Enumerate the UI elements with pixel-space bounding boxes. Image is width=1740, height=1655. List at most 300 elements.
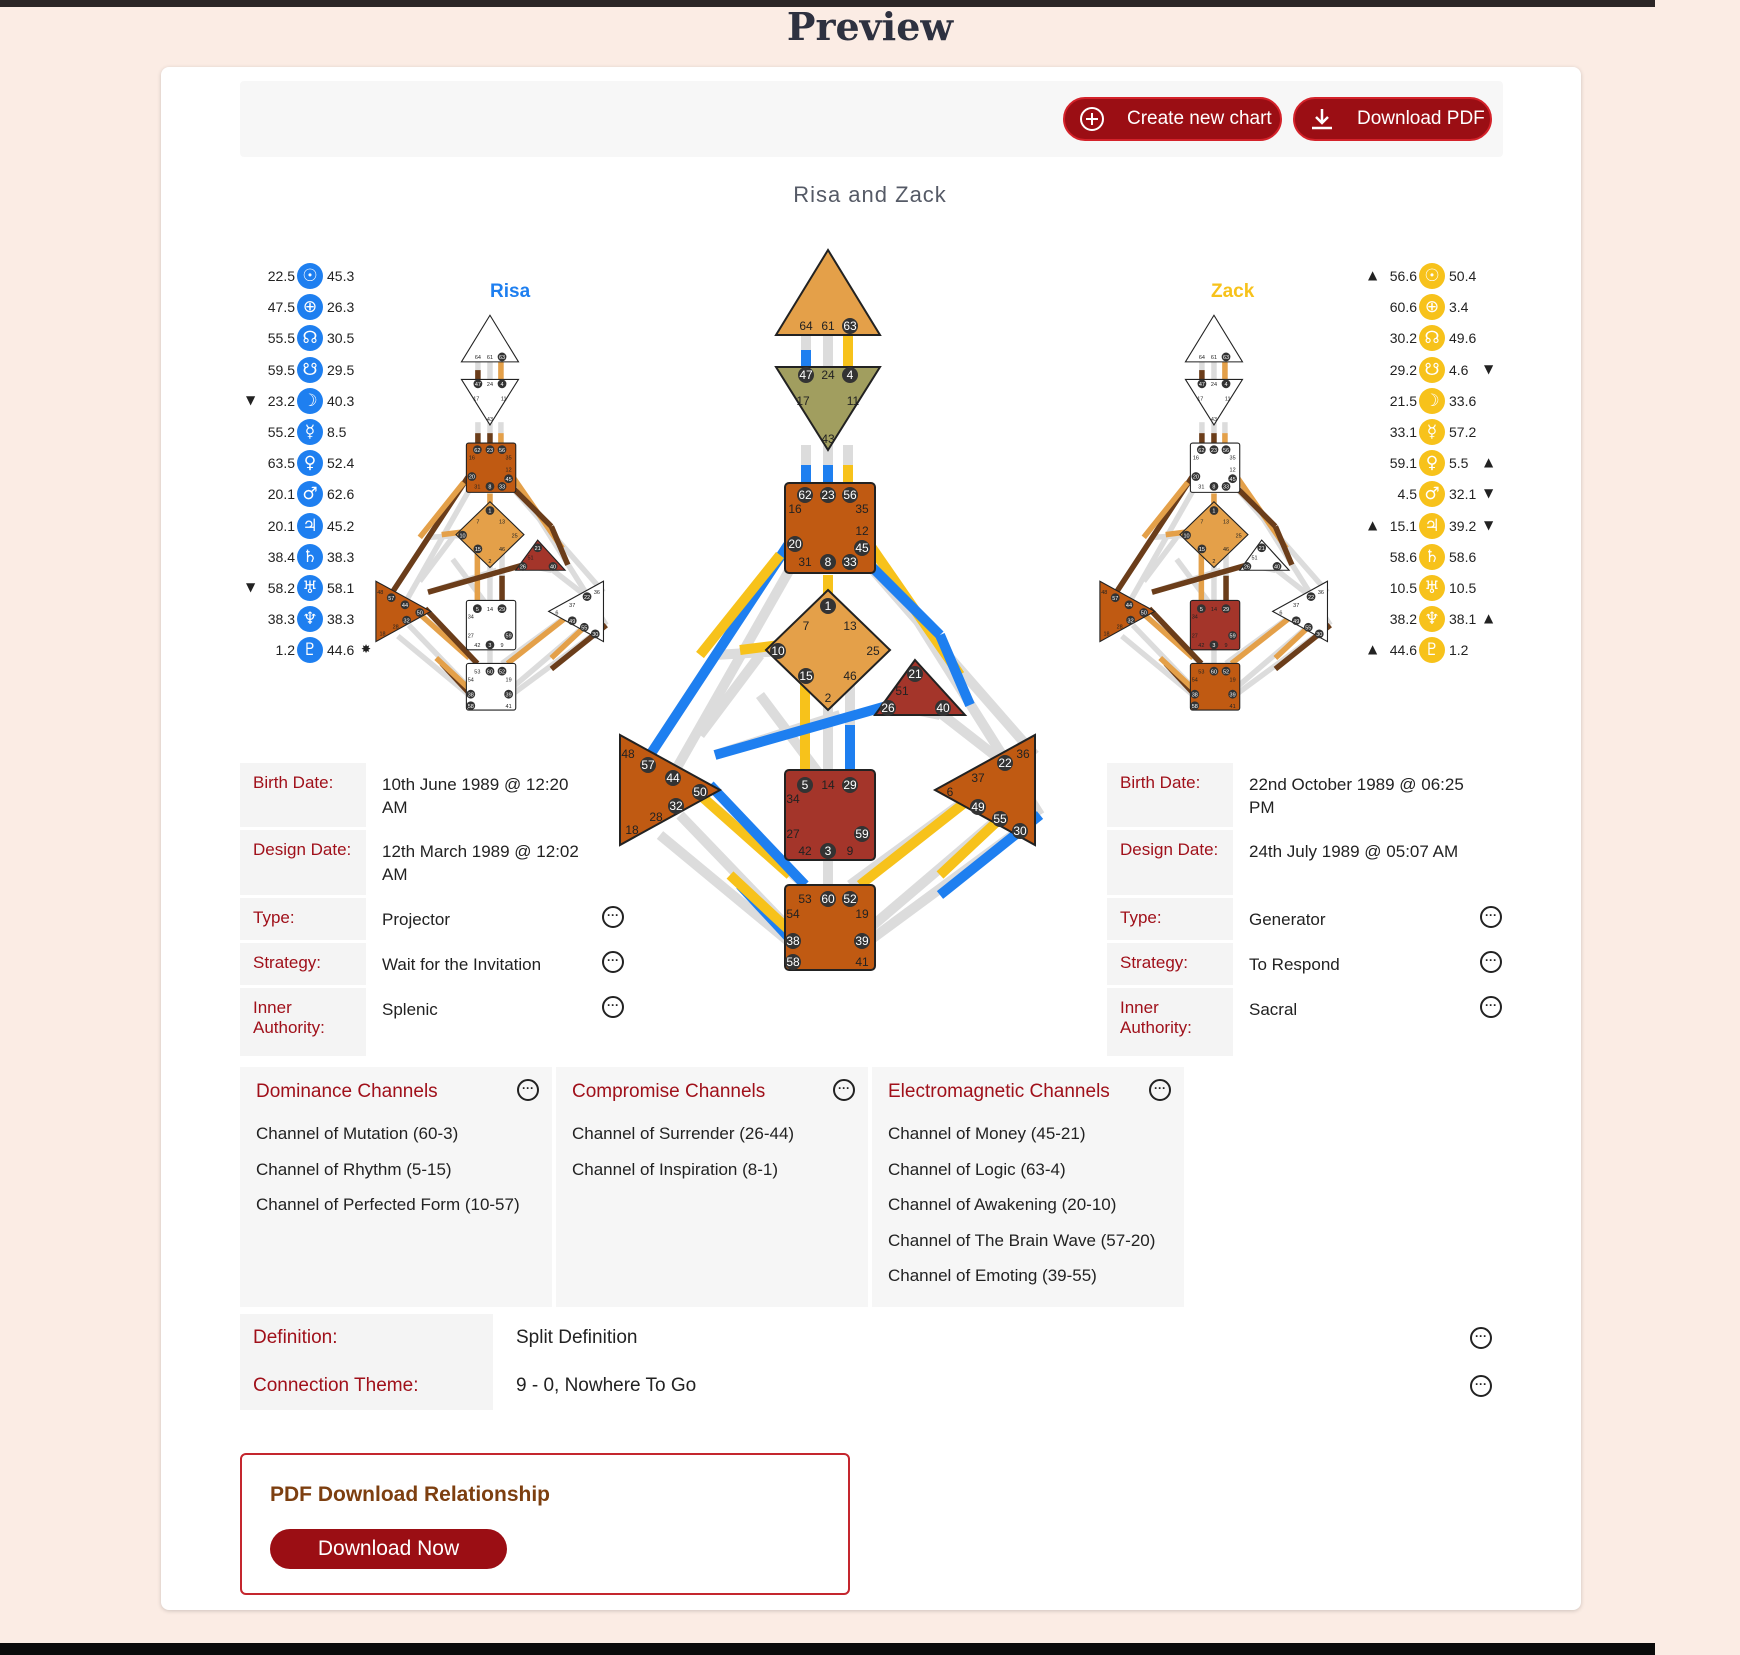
activation-mark-icon: ▲ <box>1484 455 1494 470</box>
gate-number: 60 <box>821 892 835 906</box>
gate-number: 57 <box>641 758 655 772</box>
jupiter-icon: ♃ <box>297 513 323 539</box>
uranus-icon: ♅ <box>1419 575 1445 601</box>
gate-number: 1 <box>488 508 492 515</box>
connection-theme-value: 9 - 0, Nowhere To Go <box>516 1375 697 1396</box>
risa-personality-value: 40.3 <box>327 392 355 409</box>
gate-number: 58 <box>467 703 474 710</box>
gate-number: 50 <box>416 610 423 617</box>
zack-design-value: 4.5 <box>1397 486 1417 503</box>
gate-number: 58 <box>786 955 800 969</box>
gate-number: 51 <box>895 684 909 698</box>
gate-number: 41 <box>505 703 512 710</box>
gate-number: 31 <box>798 555 812 569</box>
zack-design-value: 58.6 <box>1389 548 1417 565</box>
earth-icon: ⊕ <box>297 294 323 320</box>
gate-number: 16 <box>788 502 802 516</box>
gate-number: 43 <box>821 432 835 446</box>
channel-item: Channel of Inspiration (8-1) <box>572 1159 779 1179</box>
risa-design-value: 23.2 <box>267 392 295 409</box>
gate-number: 25 <box>1235 533 1242 540</box>
gate-number: 47 <box>1198 382 1205 388</box>
gate-number: 29 <box>843 778 857 792</box>
gate-number: 12 <box>1229 467 1236 474</box>
risa-design-value: 58.2 <box>267 580 295 596</box>
channel-group <box>240 1067 552 1307</box>
risa-personality-value: 29.5 <box>327 361 355 378</box>
gate-number: 48 <box>621 747 635 761</box>
definition-more-icon[interactable]: ··· <box>1470 1327 1492 1349</box>
zack-personality-value: 58.6 <box>1449 548 1477 565</box>
page-title: Preview <box>786 4 954 49</box>
zack-design-value: 15.1 <box>1389 517 1417 534</box>
risa-design-value: 55.5 <box>267 330 295 347</box>
gate-number: 27 <box>1191 633 1198 640</box>
gate-number: 27 <box>786 827 800 841</box>
gate-number: 62 <box>798 488 812 502</box>
gate-number: 19 <box>1229 677 1236 684</box>
gate-number: 35 <box>1229 455 1236 462</box>
zack-detail-label: Strategy: <box>1107 943 1233 985</box>
risa-detail-label: Strategy: <box>240 943 366 985</box>
zack-design-value: 10.5 <box>1389 580 1417 596</box>
saturn-icon: ♄ <box>297 544 323 570</box>
zack-personality-value: 32.1 <box>1449 486 1477 503</box>
risa-design-value: 55.2 <box>267 424 295 440</box>
activation-mark-icon: ▲ <box>1368 642 1378 657</box>
activation-mark-icon: ▼ <box>246 580 256 594</box>
gate-number: 55 <box>993 812 1007 826</box>
gate-number: 36 <box>1016 747 1030 761</box>
risa-design-value: 38.3 <box>267 611 295 628</box>
zack-detail-more-icon[interactable]: ··· <box>1480 951 1502 973</box>
channel-item: Channel of The Brain Wave (57-20) <box>888 1230 1156 1250</box>
gate-number: 35 <box>855 502 869 516</box>
gate-number: 11 <box>846 394 860 408</box>
zack-design-value: 60.6 <box>1389 299 1417 316</box>
gate-number: 3 <box>488 643 492 650</box>
pdf-download-box <box>240 1453 850 1595</box>
gate-number: 5 <box>801 778 809 792</box>
gate-number: 5 <box>475 606 479 613</box>
gate-number: 63 <box>1222 355 1230 362</box>
venus-icon: ♀ <box>297 450 323 476</box>
download-now-button[interactable]: Download Now <box>270 1529 507 1569</box>
zack-design-value: 56.6 <box>1389 268 1417 284</box>
download-pdf-label: Download PDF <box>1357 108 1485 129</box>
gate-number: 51 <box>1251 555 1258 562</box>
gate-number: 13 <box>843 619 857 633</box>
gate-number: 61 <box>1210 355 1218 362</box>
zack-detail-more-icon[interactable]: ··· <box>1480 996 1502 1018</box>
gate-number: 47 <box>474 382 481 388</box>
zack-design-value: 38.2 <box>1389 611 1417 628</box>
gate-number: 40 <box>549 564 557 571</box>
gate-number: 4 <box>1224 382 1228 388</box>
zack-detail-value: To Respond <box>1249 955 1340 974</box>
gate-number: 20 <box>1192 474 1199 481</box>
gate-number: 6 <box>1279 610 1283 617</box>
zack-bodygraph <box>1101 318 1367 743</box>
gate-number: 49 <box>569 618 576 625</box>
zack-detail-label: Birth Date: <box>1107 763 1233 827</box>
gate-number: 25 <box>866 644 880 658</box>
zack-personality-value: 5.5 <box>1449 455 1469 472</box>
gate-number: 40 <box>936 701 950 715</box>
gate-number: 14 <box>821 778 835 792</box>
saturn-icon: ♄ <box>1419 544 1445 570</box>
risa-design-value: 63.5 <box>267 455 295 472</box>
gate-number: 17 <box>473 396 480 403</box>
zack-personality-value: 1.2 <box>1449 642 1469 659</box>
gate-number: 14 <box>486 606 494 613</box>
channel-item: Channel of Rhythm (5-15) <box>256 1159 452 1179</box>
connection-theme-row <box>240 1362 1503 1410</box>
zack-detail-value: Generator <box>1249 910 1326 929</box>
channel-item: Channel of Surrender (26-44) <box>572 1124 795 1143</box>
mercury-icon: ☿ <box>1419 419 1445 445</box>
gate-number: 20 <box>468 474 475 481</box>
gate-number: 36 <box>593 589 600 596</box>
gate-number: 60 <box>1210 669 1218 676</box>
gate-number: 60 <box>486 669 494 676</box>
gate-number: 39 <box>505 692 512 699</box>
south-node-icon: ☋ <box>297 357 323 383</box>
gate-number: 63 <box>843 319 857 333</box>
zack-personality-value: 49.6 <box>1449 330 1477 347</box>
moon-icon: ☽ <box>1419 388 1445 414</box>
gate-number: 63 <box>498 355 506 362</box>
channel-group-more-icon[interactable]: ··· <box>517 1079 539 1101</box>
gate-number: 21 <box>1258 545 1265 552</box>
gate-number: 12 <box>505 467 512 474</box>
north-node-icon: ☊ <box>1419 325 1445 351</box>
activation-mark-icon: ▼ <box>246 392 256 407</box>
risa-personality-value: 45.2 <box>327 517 355 534</box>
gate-number: 45 <box>505 476 512 483</box>
gate-number: 32 <box>669 799 683 813</box>
gate-number: 45 <box>1229 476 1236 483</box>
gate-number: 52 <box>843 892 857 906</box>
risa-detail-value: 12th March 1989 @ 12:02 AM <box>382 842 579 884</box>
gate-number: 47 <box>799 368 813 382</box>
risa-personality-value: 8.5 <box>327 424 347 440</box>
gate-number: 20 <box>788 537 802 551</box>
zack-design-value: 29.2 <box>1389 361 1417 378</box>
risa-design-value: 1.2 <box>275 642 295 659</box>
mercury-icon: ☿ <box>297 419 323 445</box>
gate-number: 4 <box>846 368 854 382</box>
channel-item: Channel of Emoting (39-55) <box>888 1266 1097 1285</box>
gate-number: 61 <box>486 355 494 362</box>
gate-number: 39 <box>855 934 869 948</box>
risa-detail-label: Inner Authority: <box>240 988 366 1056</box>
gate-number: 35 <box>505 455 512 462</box>
gate-number: 28 <box>1116 624 1123 631</box>
gate-number: 32 <box>1127 618 1134 625</box>
risa-personality-value: 30.5 <box>327 330 355 347</box>
gate-number: 46 <box>1222 547 1230 554</box>
risa-detail-value: Splenic <box>382 1000 438 1019</box>
risa-personality-value: 58.1 <box>327 580 355 596</box>
gate-number: 53 <box>798 892 812 906</box>
gate-number: 61 <box>821 319 835 333</box>
channel-group-more-icon[interactable]: ··· <box>833 1079 855 1101</box>
gate-number: 9 <box>1224 643 1228 650</box>
gate-number: 37 <box>569 603 576 609</box>
uranus-icon: ♅ <box>297 575 323 601</box>
zack-personality-value: 10.5 <box>1449 580 1477 596</box>
gate-number: 22 <box>1307 594 1315 601</box>
gate-number: 8 <box>824 555 832 569</box>
gate-number: 2 <box>488 559 492 566</box>
pdf-box-title: PDF Download Relationship <box>270 1483 551 1506</box>
gate-number: 33 <box>498 484 506 491</box>
gate-number: 30 <box>592 632 599 639</box>
gate-number: 51 <box>527 555 534 562</box>
zack-design-value: 30.2 <box>1389 330 1417 347</box>
gate-number: 37 <box>1293 603 1300 609</box>
gate-number: 52 <box>498 669 506 676</box>
risa-bodygraph <box>377 318 643 743</box>
zack-personality-value: 50.4 <box>1449 268 1477 284</box>
risa-design-value: 20.1 <box>267 517 295 534</box>
gate-number: 38 <box>786 934 800 948</box>
channel-group-more-icon[interactable]: ··· <box>1149 1079 1171 1101</box>
mars-icon: ♂ <box>297 481 323 507</box>
gate-number: 59 <box>1229 633 1236 640</box>
gate-number: 33 <box>1222 484 1230 491</box>
gate-number: 12 <box>855 524 869 538</box>
connection-theme-more-icon[interactable]: ··· <box>1470 1375 1492 1397</box>
gate-number: 22 <box>998 756 1012 770</box>
gate-number: 41 <box>855 955 869 969</box>
zack-detail-value: 22nd October 1989 @ 06:25 PM <box>1249 775 1464 817</box>
plus-circle-icon <box>1079 106 1105 132</box>
risa-personality-value: 52.4 <box>327 455 355 472</box>
gate-number: 22 <box>583 594 591 601</box>
gate-number: 37 <box>971 771 985 785</box>
gate-number: 46 <box>843 669 857 683</box>
gate-number: 29 <box>498 606 506 613</box>
gate-number: 23 <box>486 447 494 454</box>
risa-detail-value: Wait for the Invitation <box>382 955 542 974</box>
channel-group <box>556 1067 868 1307</box>
gate-number: 32 <box>403 618 410 625</box>
gate-number: 53 <box>474 669 481 676</box>
risa-detail-label: Type: <box>240 898 366 940</box>
zack-detail-value: Sacral <box>1249 1000 1298 1019</box>
zack-design-value: 44.6 <box>1389 642 1417 659</box>
gate-number: 34 <box>467 614 474 621</box>
definition-value: Split Definition <box>516 1327 638 1348</box>
gate-number: 49 <box>971 800 985 814</box>
zack-detail-more-icon[interactable]: ··· <box>1480 906 1502 928</box>
zack-personality-value: 4.6 <box>1449 361 1469 378</box>
channel-line <box>700 795 790 875</box>
activation-mark-icon: ▼ <box>1484 517 1494 532</box>
zack-detail-label: Type: <box>1107 898 1233 940</box>
risa-personality-value: 62.6 <box>327 486 355 503</box>
gate-number: 30 <box>1316 632 1323 639</box>
gate-number: 29 <box>1222 606 1230 613</box>
neptune-icon: ♆ <box>1419 606 1445 632</box>
gate-number: 57 <box>388 595 395 602</box>
create-new-chart-label: Create new chart <box>1127 108 1272 129</box>
channel-group <box>872 1067 1184 1307</box>
gate-number: 15 <box>799 669 813 683</box>
earth-icon: ⊕ <box>1419 294 1445 320</box>
risa-detail-more-icon[interactable]: ··· <box>602 996 624 1018</box>
channel-item: Channel of Perfected Form (10-57) <box>256 1195 520 1214</box>
gate-number: 42 <box>1198 643 1205 650</box>
gate-number: 31 <box>1198 484 1205 491</box>
jupiter-icon: ♃ <box>1419 513 1445 539</box>
gate-number: 10 <box>771 644 785 658</box>
zack-personality-value: 38.1 <box>1449 611 1477 628</box>
zack-personality-value: 39.2 <box>1449 517 1477 534</box>
gate-number: 28 <box>649 810 663 824</box>
gate-number: 52 <box>1222 669 1230 676</box>
venus-icon: ♀ <box>1419 450 1445 476</box>
mars-icon: ♂ <box>1419 481 1445 507</box>
moon-icon: ☽ <box>297 388 323 414</box>
gate-number: 64 <box>1198 355 1205 362</box>
gate-number: 59 <box>505 633 512 640</box>
risa-detail-value: 10th June 1989 @ 12:20 AM <box>382 775 569 817</box>
risa-personality-value: 26.3 <box>327 299 355 316</box>
gate-number: 62 <box>1198 447 1205 454</box>
gate-number: 42 <box>798 844 812 858</box>
gate-number: 16 <box>1192 455 1199 462</box>
gate-number: 4 <box>500 382 504 388</box>
activation-mark-icon: ▲ <box>1484 611 1494 626</box>
gate-number: 34 <box>1191 614 1198 621</box>
risa-detail-label: Design Date: <box>240 830 366 895</box>
gate-number: 30 <box>1013 824 1027 838</box>
download-pdf-button[interactable] <box>1293 97 1492 141</box>
activation-mark-icon: ▼ <box>1484 486 1494 501</box>
gate-number: 7 <box>802 619 810 633</box>
download-icon <box>1309 106 1335 132</box>
gate-number: 15 <box>1198 547 1205 554</box>
gate-number: 3 <box>824 844 832 858</box>
gate-number: 14 <box>1210 606 1218 613</box>
risa-detail-value: Projector <box>382 910 451 929</box>
gate-number: 49 <box>1293 618 1300 625</box>
window-bottom-bar <box>0 1643 1655 1655</box>
gate-number: 26 <box>881 701 895 715</box>
north-node-icon: ☊ <box>297 325 323 351</box>
gate-number: 19 <box>855 907 869 921</box>
activation-mark-icon: ▲ <box>1368 517 1378 532</box>
gate-number: 17 <box>1197 396 1204 403</box>
gate-number: 56 <box>498 447 506 454</box>
gate-number: 34 <box>786 792 800 806</box>
gate-number: 1 <box>824 599 832 613</box>
gate-number: 10 <box>459 533 466 540</box>
gate-number: 64 <box>474 355 481 362</box>
risa-detail-more-icon[interactable]: ··· <box>602 906 624 928</box>
zack-design-value: 59.1 <box>1389 455 1417 472</box>
gate-number: 19 <box>505 677 512 684</box>
gate-number: 53 <box>1198 669 1205 676</box>
gate-number: 44 <box>1125 603 1133 609</box>
gate-number: 27 <box>467 633 474 640</box>
gate-number: 11 <box>500 396 507 403</box>
zack-personality-value: 3.4 <box>1449 299 1469 316</box>
channel-item: Channel of Mutation (60-3) <box>256 1124 459 1143</box>
gate-number: 26 <box>519 564 526 571</box>
gate-number: 9 <box>500 643 504 650</box>
risa-detail-label: Birth Date: <box>240 763 366 827</box>
gate-number: 54 <box>467 677 474 684</box>
channel-line <box>420 614 469 658</box>
gate-number: 15 <box>474 547 481 554</box>
gate-number: 10 <box>1183 533 1190 540</box>
risa-personality-value: 45.3 <box>327 268 355 284</box>
zack-personality-value: 57.2 <box>1449 424 1477 440</box>
gate-number: 18 <box>625 823 639 837</box>
risa-design-value: 47.5 <box>267 299 295 316</box>
gate-number: 2 <box>1212 559 1216 566</box>
gate-number: 7 <box>476 519 480 526</box>
gate-number: 11 <box>1224 396 1231 403</box>
south-node-icon: ☋ <box>1419 357 1445 383</box>
gate-number: 6 <box>555 610 559 617</box>
gate-number: 17 <box>796 394 810 408</box>
gate-number: 57 <box>1112 595 1119 602</box>
gate-number: 25 <box>511 533 518 540</box>
gate-number: 43 <box>1210 417 1218 424</box>
gate-number: 8 <box>488 484 492 491</box>
gate-number: 40 <box>1273 564 1281 571</box>
risa-design-value: 38.4 <box>267 548 295 565</box>
gate-number: 1 <box>1212 508 1216 515</box>
risa-detail-more-icon[interactable]: ··· <box>602 951 624 973</box>
chart-title: Risa and Zack <box>793 182 947 207</box>
gate-number: 45 <box>855 541 869 555</box>
risa-personality-value: 38.3 <box>327 548 355 565</box>
definition-row <box>240 1314 1503 1362</box>
channel-item: Channel of Money (45-21) <box>888 1124 1086 1143</box>
channel-group-title: Dominance Channels <box>256 1081 438 1102</box>
gate-number: 55 <box>1305 625 1312 632</box>
gate-number: 50 <box>693 785 707 799</box>
risa-design-value: 20.1 <box>267 486 295 503</box>
gate-number: 54 <box>786 907 800 921</box>
activation-mark-icon: ▼ <box>1484 361 1494 376</box>
pluto-icon: ♇ <box>297 637 323 663</box>
gate-number: 8 <box>1212 484 1216 491</box>
gate-number: 44 <box>666 771 680 785</box>
sun-icon: ☉ <box>1419 263 1445 289</box>
gate-number: 7 <box>1200 519 1204 526</box>
gate-number: 23 <box>1210 447 1218 454</box>
gate-number: 48 <box>1101 589 1108 596</box>
gate-number: 43 <box>486 417 494 424</box>
gate-number: 23 <box>821 488 835 502</box>
gate-number: 36 <box>1317 589 1324 596</box>
gate-number: 24 <box>486 382 494 388</box>
create-new-chart-button[interactable] <box>1063 97 1282 141</box>
connection-theme-label: Connection Theme: <box>240 1362 493 1410</box>
channel-item: Channel of Awakening (20-10) <box>888 1195 1117 1214</box>
gate-number: 50 <box>1140 610 1147 617</box>
gate-number: 38 <box>1191 692 1198 699</box>
gate-number: 31 <box>474 484 481 491</box>
channel-line <box>1144 614 1193 658</box>
